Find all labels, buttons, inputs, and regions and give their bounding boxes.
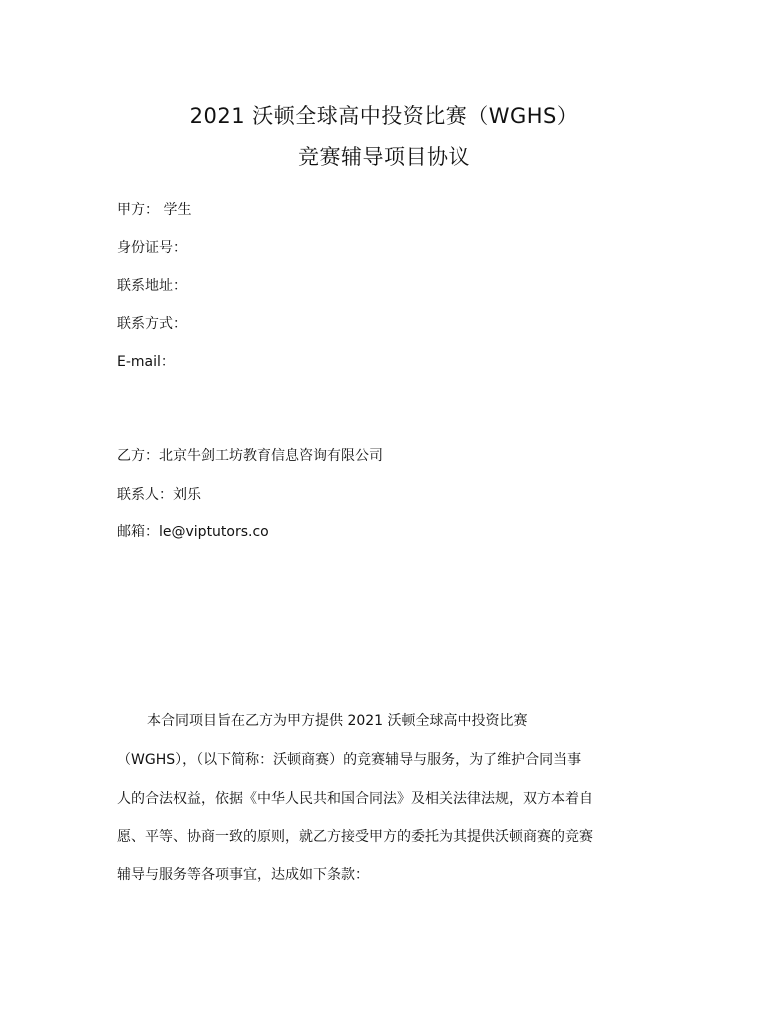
party-b-name: 乙方：北京牛剑工坊教育信息咨询有限公司 bbox=[117, 448, 383, 464]
body-paragraph-line: 本合同项目旨在乙方为甲方提供 2021 沃顿全球高中投资比赛 bbox=[147, 713, 528, 729]
party-a-address: 联系地址： bbox=[117, 278, 187, 294]
document-title: 2021 沃顿全球高中投资比赛（WGHS） bbox=[189, 104, 579, 128]
party-a-name: 甲方： 学生 bbox=[117, 202, 192, 218]
body-paragraph-line: 愿、平等、协商一致的原则，就乙方接受甲方的委托为其提供沃顿商赛的竞赛 bbox=[117, 829, 593, 845]
party-a-email: E-mail： bbox=[117, 354, 175, 370]
party-b-contact-person: 联系人：刘乐 bbox=[117, 487, 201, 503]
body-paragraph-line: 人的合法权益，依据《中华人民共和国合同法》及相关法律法规，双方本着自 bbox=[117, 791, 593, 807]
body-paragraph-line: （WGHS），（以下简称：沃顿商赛）的竞赛辅导与服务，为了维护合同当事 bbox=[117, 752, 582, 768]
body-paragraph-line: 辅导与服务等各项事宜，达成如下条款： bbox=[117, 867, 369, 883]
party-b-email: 邮箱：le@viptutors.co bbox=[117, 524, 269, 540]
party-a-contact: 联系方式： bbox=[117, 316, 187, 332]
document-subtitle: 竞赛辅导项目协议 bbox=[298, 145, 470, 169]
party-a-id-number: 身份证号： bbox=[117, 240, 187, 256]
